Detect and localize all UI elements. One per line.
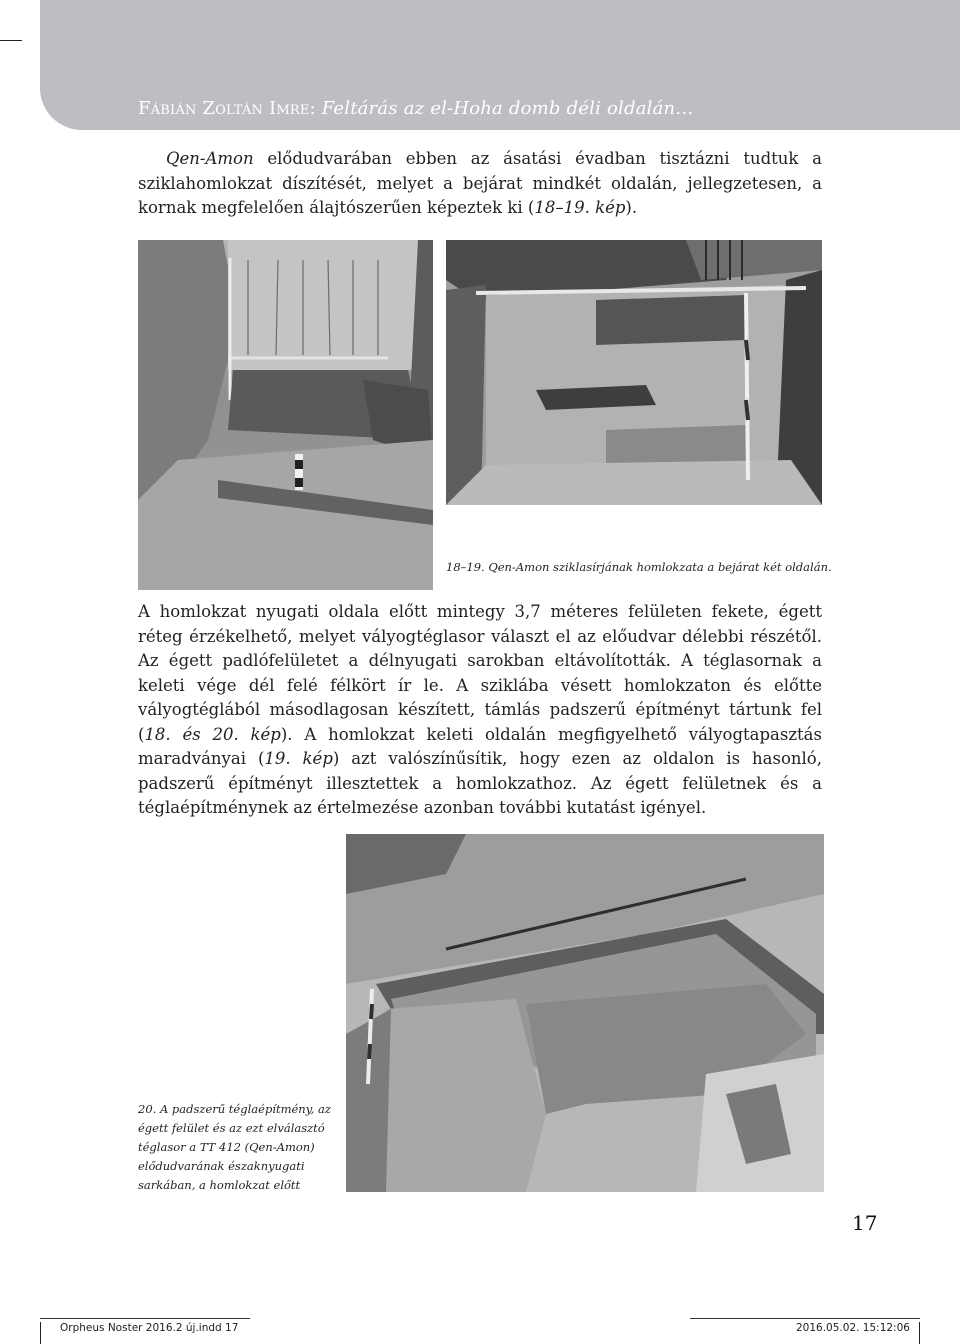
body-text-1: A homlokzat nyugati oldala előtt mintegy 3,7 méteres felületen fekete, égett réteg érzékelhető, melyet vályogtéglasor választ el az előudvar délebbi részétől. Az égett padlófelületet a délnyugati sarokban eltávolították. A téglasornak a keleti vége dél felé félkört ír le. A sziklába vésett homlokzaton és előtte vályogtéglából másodlagosan készített, támlás padszerű építményt tártunk fel ( — [138, 602, 822, 744]
photo-fig19 — [446, 240, 822, 505]
crop-mark — [0, 40, 22, 41]
body-figure-ref-2: 19. kép — [264, 749, 333, 768]
slug-filename: Orpheus Noster 2016.2 új.indd 17 — [60, 1322, 239, 1334]
crop-mark — [919, 1322, 920, 1344]
body-figure-ref-1: 18. és 20. kép — [144, 724, 281, 744]
intro-end: ). — [625, 198, 638, 217]
figure-caption-20: 20. A padszerű téglaépítmény, az égett felület és az ezt elválasztó téglasor a TT 412 (Qen-Amon) elődudvarának északnyugati sarkában, a homlokzat előtt — [138, 1102, 331, 1192]
figure-caption-18-19: 18–19. Qen-Amon sziklasírjának homlokzata a bejárat két oldalán. — [446, 560, 832, 574]
body-paragraph — [138, 600, 822, 821]
intro-text: elődudvarában ebben az ásatási évadban tisztázni tudtuk a sziklahomlokzat díszítését, melyet a bejárat mindkét oldalán, jellegzetesen, a kornak megfelelően álajtószerűen képeztek ki ( — [138, 149, 822, 217]
intro-italic-name: Qen-Amon — [166, 149, 254, 168]
photo-fig18 — [138, 240, 433, 590]
intro-paragraph — [138, 147, 822, 221]
page-number: 17 — [852, 1211, 878, 1235]
intro-figure-ref: 18–19. kép — [534, 198, 626, 217]
body-text-3: ) azt valószínűsítik, hogy ezen az oldalon is hasonló, padszerű építményt illesztettek a homlokzathoz. Az égett felületnek és a téglaépítménynek az értelmezése azonban további kutatást igényel. — [138, 749, 822, 817]
slug-timestamp: 2016.05.02. 15:12:06 — [796, 1322, 910, 1334]
running-head — [138, 98, 694, 119]
running-head-author: Fábián Zoltán Imre: — [138, 98, 316, 119]
crop-mark — [40, 1322, 41, 1344]
running-head-title: Feltárás az el-Hoha domb déli oldalán… — [321, 98, 694, 119]
body-text-2: ). A homlokzat keleti oldalán megfigyelhető vályogtapasztás maradványai ( — [138, 724, 822, 768]
photo-fig20 — [346, 834, 824, 1192]
